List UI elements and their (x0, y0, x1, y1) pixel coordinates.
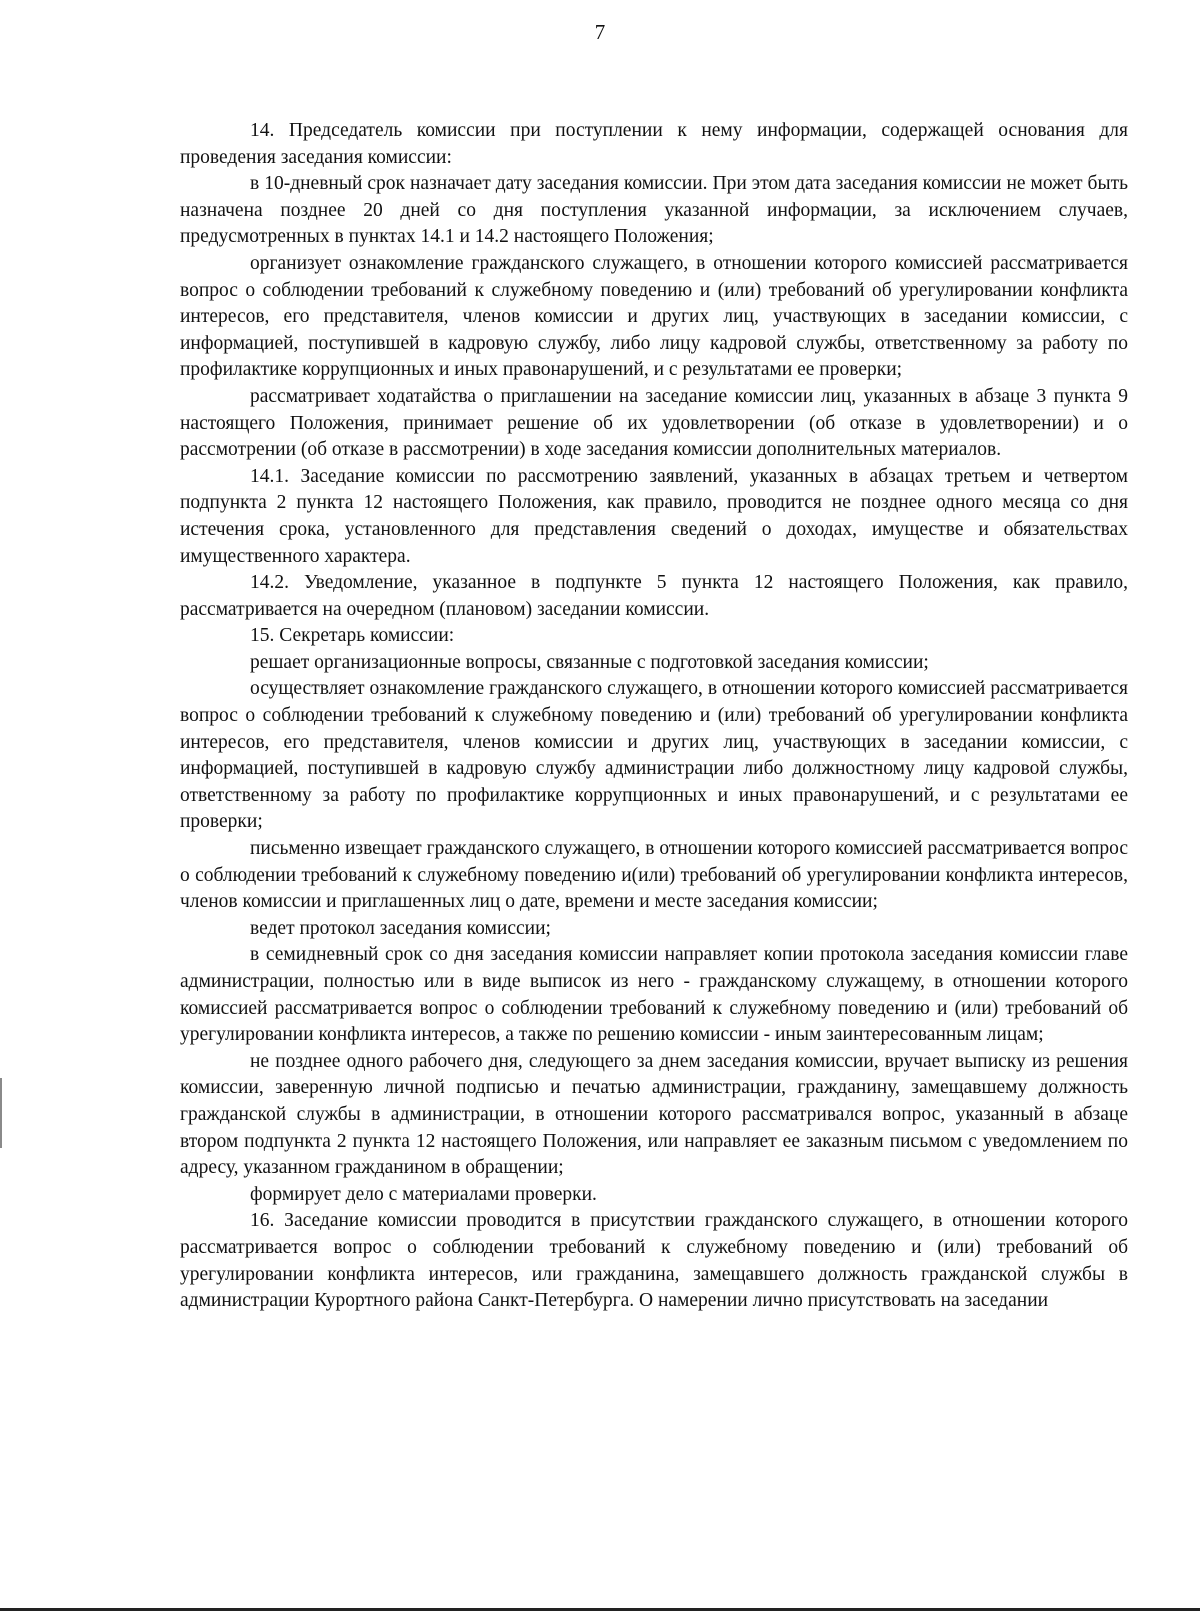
paragraph-16: 16. Заседание комиссии проводится в присутствии гражданского служащего, в отношении которого рассматривается вопрос о соблюдении требований к служебному поведению и (или) требований об урегулировании конфликта интересов, или гражданина, замещавшего должность гражданской службы в администрации Курортного района Санкт-Петербурга. О намерении лично присутствовать на заседании (180, 1210, 1128, 1312)
paragraph-15-case-file: формирует дело с материалами проверки. (250, 1183, 597, 1205)
paragraph-14-familiarization: организует ознакомление гражданского служащего, в отношении которого комиссией рассматривается вопрос о соблюдении требований к служебному поведению и (или) требований об урегулировании конфликта интересов, его представителя, членов комиссии и других лиц, участвующих в заседании комиссии, с информацией, поступившей в кадровую службу, либо лицу кадровой службы, ответственному за работу по профилактике коррупционных и иных правонарушений, и с результатами ее проверки; (180, 252, 1128, 381)
paragraph-15-familiarization: осуществляет ознакомление гражданского служащего, в отношении которого комиссией рассматривается вопрос о соблюдении требований к служебному поведению и (или) требований об урегулировании конфликта интересов, его представителя, членов комиссии и других лиц, участвующих в заседании комиссии, с информацией, поступившей в кадровую службу администрации либо должностному лицу кадровой службы, ответственному за работу по профилактике коррупционных и иных правонарушений, и с результатами ее проверки; (180, 678, 1128, 833)
paragraph-15-organizational: решает организационные вопросы, связанные с подготовкой заседания комиссии; (250, 651, 929, 673)
paragraph-15-protocol: ведет протокол заседания комиссии; (250, 917, 551, 939)
paragraph-15: 15. Секретарь комиссии: (250, 625, 455, 647)
document-body (180, 118, 1128, 1315)
paragraph-15-notification: письменно извещает гражданского служащего, в отношении которого комиссией рассматривается вопрос о соблюдении требований к служебному поведению и(или) требований об урегулировании конфликта интересов, членов комиссии и приглашенных лиц о дате, времени и месте заседания комиссии; (180, 838, 1128, 913)
paragraph-14-date: в 10-дневный срок назначает дату заседания комиссии. При этом дата заседания комиссии не может быть назначена позднее 20 дней со дня поступления указанной информации, за исключением случаев, предусмотренных в пунктах 14.1 и 14.2 настоящего Положения; (180, 173, 1128, 248)
paragraph-15-extract: не позднее одного рабочего дня, следующего за днем заседания комиссии, вручает выписку из решения комиссии, заверенную личной подписью и печатью администрации, гражданину, замещавшему должность гражданской службы в администрации, в отношении которого рассматривался вопрос, указанный в абзаце втором подпункта 2 пункта 12 настоящего Положения, или направляет ее заказным письмом с уведомлением по адресу, указанном гражданином в обращении; (180, 1050, 1128, 1179)
scan-edge-artifact (0, 1078, 2, 1148)
paragraph-14-1: 14.1. Заседание комиссии по рассмотрению заявлений, указанных в абзацах третьем и четвертом подпункта 2 пункта 12 настоящего Положения, как правило, проводится не позднее одного месяца со дня истечения срока, установленного для представления сведений о доходах, имуществе и обязательствах имущественного характера. (180, 465, 1128, 567)
scan-bottom-edge (0, 1608, 1200, 1611)
paragraph-15-copies: в семидневный срок со дня заседания комиссии направляет копии протокола заседания комиссии главе администрации, полностью или в виде выписок из него - гражданскому служащему, в отношении которого комиссией рассматривается вопрос о соблюдении требований к служебному поведению и (или) требований об урегулировании конфликта интересов, а также по решению комиссии - иным заинтересованным лицам; (180, 944, 1128, 1046)
paragraph-14-2: 14.2. Уведомление, указанное в подпункте 5 пункта 12 настоящего Положения, как правило, рассматривается на очередном (плановом) заседании комиссии. (180, 572, 1128, 620)
paragraph-14-petitions: рассматривает ходатайства о приглашении на заседание комиссии лиц, указанных в абзаце 3 пункта 9 настоящего Положения, принимает решение об их удовлетворении (об отказе в удовлетворении) и о рассмотрении (об отказе в рассмотрении) в ходе заседания комиссии дополнительных материалов. (180, 385, 1128, 461)
paragraph-14: 14. Председатель комиссии при поступлении к нему информации, содержащей основания для проведения заседания комиссии: (180, 120, 1128, 168)
page-number: 7 (594, 20, 606, 44)
